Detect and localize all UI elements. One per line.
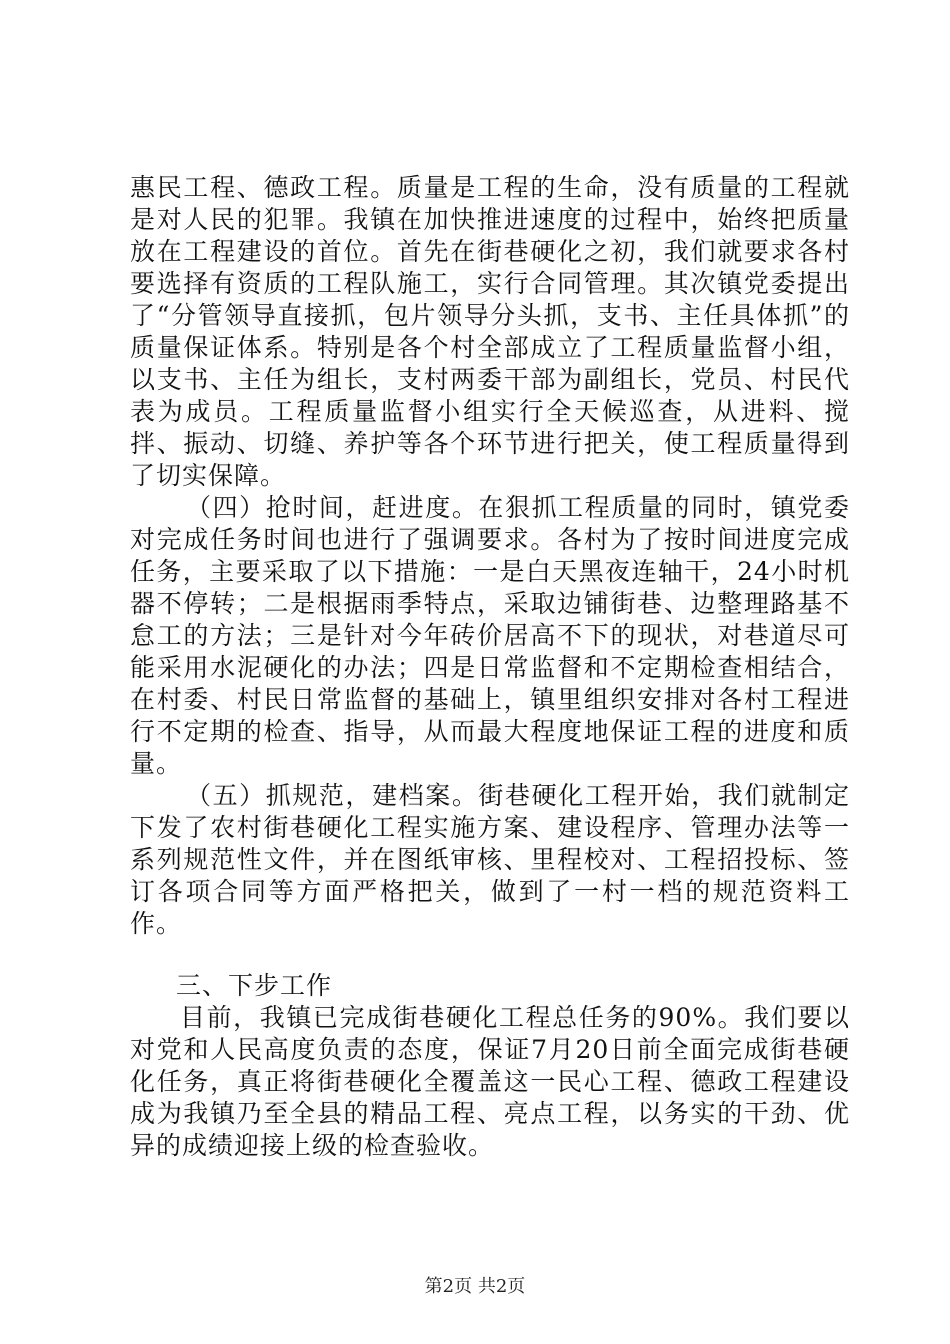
paragraph-gap: [130, 940, 850, 970]
paragraph-standards: （五）抓规范，建档案。街巷硬化工程开始，我们就制定下发了农村街巷硬化工程实施方案、建设程序、管理办法等一系列规范性文件，并在图纸审核、里程校对、工程招投标、签订各项合同等方面严格把关，做到了一村一档的规范资料工作。: [130, 781, 850, 938]
paragraph-quality: 惠民工程、德政工程。质量是工程的生命，没有质量的工程就是对人民的犯罪。我镇在加快推进速度的过程中，始终把质量放在工程建设的首位。首先在街巷硬化之初，我们就要求各村要选择有资质的工程队施工，实行合同管理。其次镇党委提出了“分管领导直接抓，包片领导分头抓，支书、主任具体抓”的质量保证体系。特别是各个村全部成立了工程质量监督小组，以支书、主任为组长，支村两委干部为副组长，党员、村民代表为成员。工程质量监督小组实行全天候巡查，从进料、搅拌、振动、切缝、养护等各个环节进行把关，使工程质量得到了切实保障。: [130, 173, 850, 490]
page-footer: 第2页 共2页: [424, 1276, 526, 1297]
paragraph-schedule: （四）抢时间，赶进度。在狠抓工程质量的同时，镇党委对完成任务时间也进行了强调要求。各村为了按时间进度完成任务，主要采取了以下措施：一是白天黑夜连轴干，24小时机器不停转；二是根据雨季特点，采取边铺街巷、边整理路基不怠工的方法；三是针对今年砖价居高不下的现状，对巷道尽可能采用水泥硬化的办法；四是日常监督和不定期检查相结合，在村委、村民日常监督的基础上，镇里组织安排对各村工程进行不定期的检查、指导，从而最大程度地保证工程的进度和质量。: [130, 493, 850, 778]
paragraph-next-steps: 目前，我镇已完成街巷硬化工程总任务的90%。我们要以对党和人民高度负责的态度，保证7月20日前全面完成街巷硬化任务，真正将街巷硬化全覆盖这一民心工程、德政工程建设成为我镇乃至全县的精品工程、亮点工程，以务实的干劲、优异的成绩迎接上级的检查验收。: [130, 1003, 850, 1160]
section-heading: 三、下步工作: [176, 971, 333, 1000]
document-body: [130, 172, 850, 1162]
